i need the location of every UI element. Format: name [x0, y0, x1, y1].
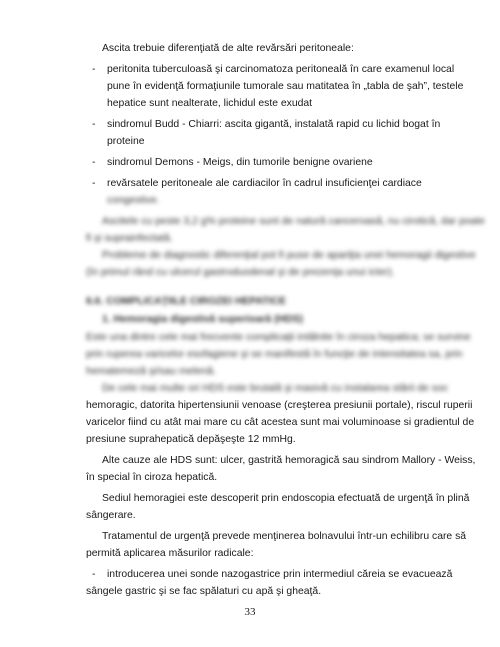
list-item-line: proteine: [107, 136, 145, 147]
page-number: 33: [244, 606, 256, 618]
bullet-dash: -: [92, 157, 96, 168]
paragraph-line: (în primul rând cu ulcerul gastroduodenal şi de prezenţa unui icter).: [86, 267, 395, 278]
bullet-dash: -: [92, 64, 96, 75]
paragraph-line: fi şi suprainfectată.: [86, 233, 173, 244]
list-item-line: hepatice sunt nealterate, lichidul este exudat: [107, 98, 313, 109]
paragraph-line: prin ruperea varicelor esofagiene şi se manifestă în funcţie de intensitatea sa, prin: [86, 349, 463, 360]
bullet-dash: -: [92, 569, 96, 580]
list-item-line: sindromul Budd - Chiarri: ascita gigantă, instalată rapid cu lichid bogat în: [107, 119, 441, 130]
list-item-line: revărsatele peritoneale ale cardiacilor în cadrul insuficienţei cardiace: [107, 178, 422, 189]
paragraph-line: Este una dintre cele mai frecvente complicaţii intâlnite în ciroza hepatica; se survine: [86, 332, 471, 343]
paragraph-line: Alte cauze ale HDS sunt: ulcer, gastrită hemoragică sau sindrom Mallory - Weiss,: [102, 455, 476, 466]
paragraph-line: Probleme de diagnostic diferenţial pot fi puse de apariţia unei hemoragii digestive: [102, 250, 476, 261]
list-item-line: congestive.: [107, 195, 160, 206]
bullet-dash: -: [92, 119, 96, 130]
list-item-line: introducerea unei sonde nazogastrice prin intermediul căreia se evacuează: [107, 569, 453, 580]
paragraph-line: permită aplicarea măsurilor radicale:: [86, 548, 254, 559]
paragraph-line: Sediul hemoragiei este descoperit prin endoscopia efectuată de urgenţă în plină: [102, 493, 470, 504]
paragraph-line: sângerare.: [86, 510, 136, 521]
list-item-line: pune în evidenţă formaţiunile tumorale sau matitatea în „tabla de şah”, testele: [107, 81, 464, 92]
section-heading: 6.6. COMPLICAŢIILE CIROZEI HEPATICE: [86, 296, 286, 307]
paragraph-line: presiune suprahepatică depăşeşte 12 mmHg.: [86, 434, 296, 445]
list-item-line: sindromul Demons - Meigs, din tumorile benigne ovariene: [107, 157, 373, 168]
bullet-dash: -: [92, 178, 96, 189]
subsection-heading: 1. Hemoragia digestivă superioară (HDS): [102, 314, 303, 325]
paragraph-line: Tratamentul de urgenţă prevede menţinerea bolnavului într-un echilibru care să: [102, 531, 467, 542]
paragraph-line: în special în ciroza hepatică.: [86, 472, 218, 483]
paragraph-line: Ascitele cu peste 3,2 g% proteine sunt de natură canceroasă, nu cirotică, dar poate: [102, 216, 485, 227]
list-item-line: sângele gastric şi se fac spălaturi cu apă şi gheaţă.: [86, 586, 322, 597]
paragraph-line: varicelor fiind cu atât mai mare cu cât acestea sunt mai voluminoase si gradientul de: [86, 417, 475, 428]
paragraph-line: hemoragic, datorita hipertensiunii venoase (creşterea presiunii portale), riscul ruperii: [86, 400, 473, 411]
paragraph-line: De cele mai multe ori HDS este brutală şi masivă cu instalarea stării de soc: [102, 383, 448, 394]
list-item-line: peritonita tuberculoasă şi carcinomatoza peritoneală în care examenul local: [107, 64, 455, 75]
intro-line: Ascita trebuie diferenţiată de alte revărsări peritoneale:: [102, 43, 354, 54]
paragraph-line: hematemeză şi/sau melenă.: [86, 366, 216, 377]
